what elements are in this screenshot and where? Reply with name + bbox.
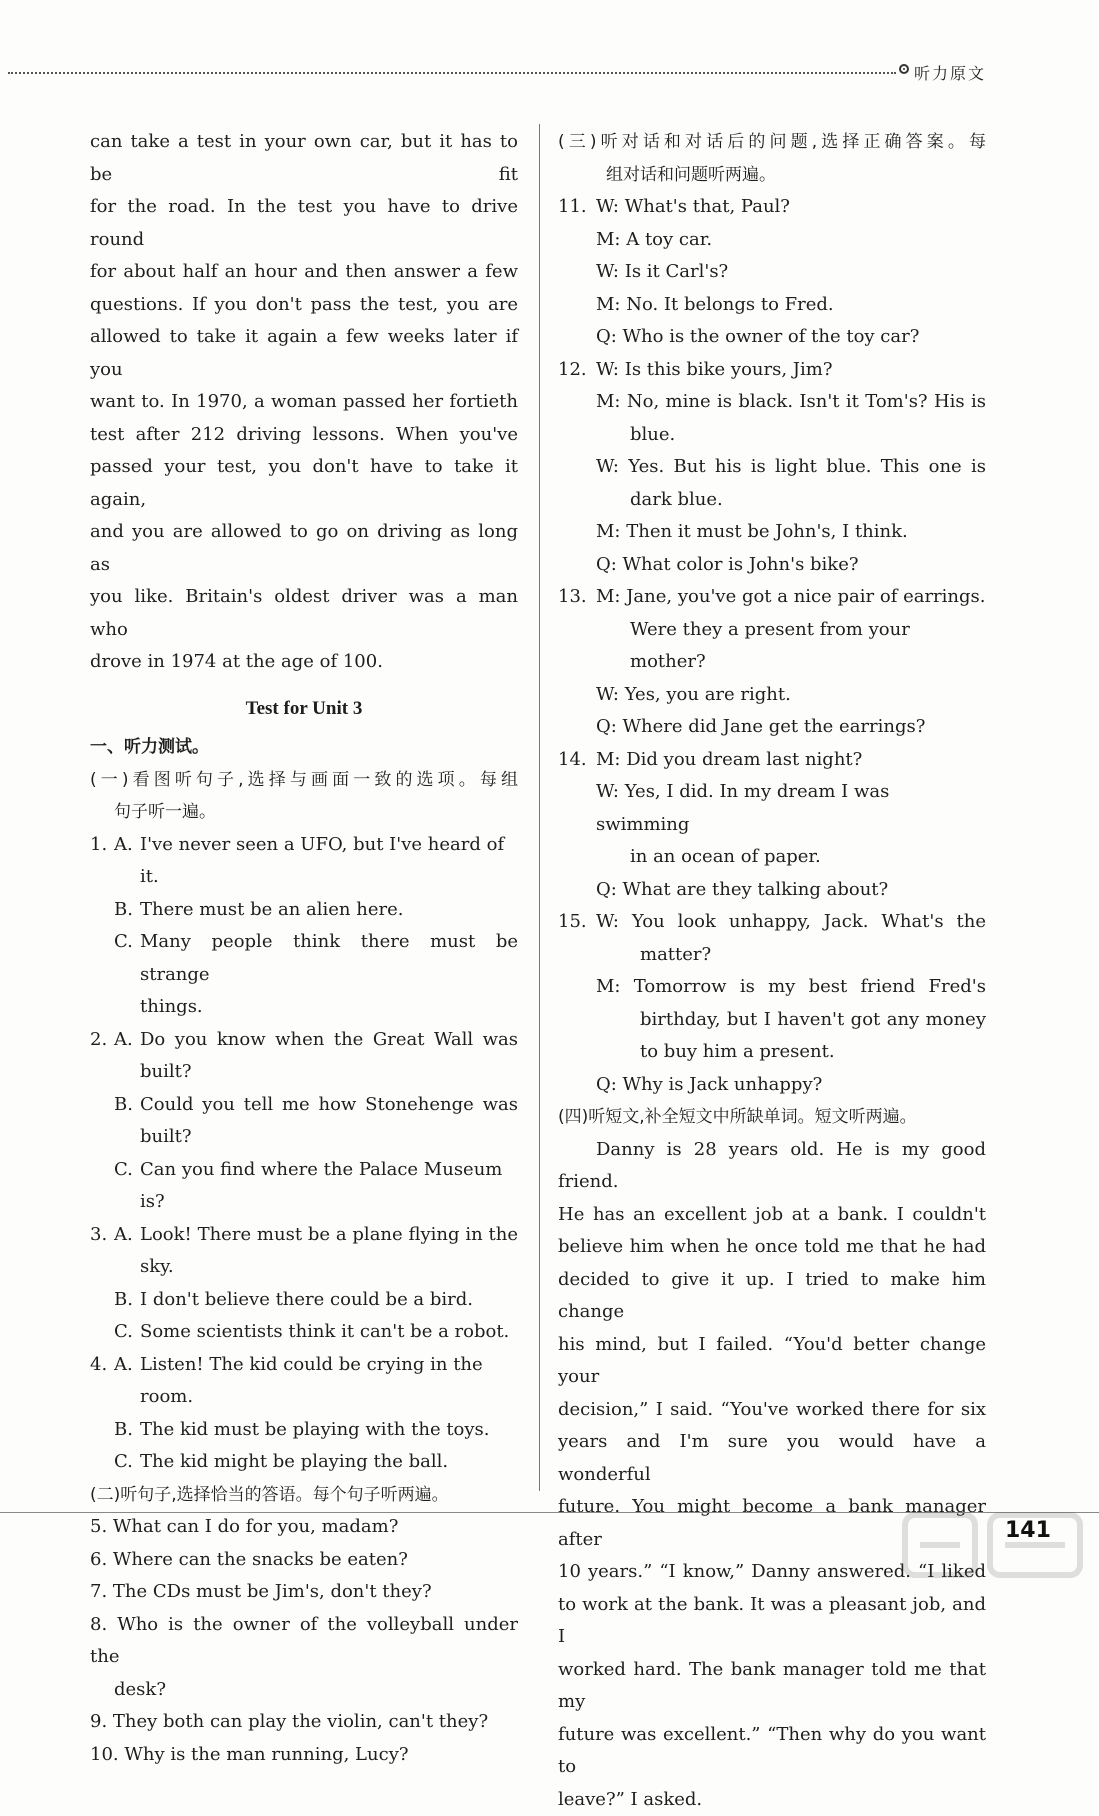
part1-instruction: 句子听一遍。 (90, 796, 518, 829)
part3-instruction: 组对话和问题听两遍。 (558, 159, 986, 192)
question-6: 6. Where can the snacks be eaten? (90, 1544, 518, 1577)
passage-line: for the road. In the test you have to drive round (90, 191, 518, 256)
story-line: believe him when he once told me that he had (558, 1231, 986, 1264)
watermark-logo-icon (895, 1505, 1095, 1595)
right-column: (三)听对话和对话后的问题,选择正确答案。每 组对话和问题听两遍。 11. W: What's that, Paul? M: A toy car. W: Is it Carl's? M: No. It belongs to Fred. Q: Who is the owner of the toy car? 12. W: Is this bike yours, Jim? M: No, mine is black. Isn't it Tom's? His is blue. W: Yes. But his is light blue. This one is dark blue. M: Then it must be John's, I think. Q: What color is John's bike? 13. M: Jane, you've got a nice pair of earrings. Were they a present from your mother? W: Yes, you are right. Q: Where did Jane get the earrings? 14. M: Did you dream last night? W: Yes, I did. In my dream I was swimming in an ocean of paper. Q: What are they talking about? 15. W: You look unhappy, Jack. What's the matter? M: Tomorrow is my best friend Fred's birthday, but I haven't got any money to buy him a present. Q: Why is Jack unhappy? (四)听短文,补全短文中所缺单词。短文听两遍。 Danny is 28 years old. He is my good friend. He has an excellent job at a bank. I couldn't believe him when he once told me that he had decided to give it up. I tried to make him change his mind, but I failed. “You'd better change your decision,” I said. “You've worked there for six years and I'm sure you would have a wonderful future. You might become a bank manager after 10 years.” “I know,” Danny answered. “I liked to work at the bank. It was a pleasant job, and I worked hard. The bank manager told me that my future was excellent.” “Then why do you want to leave?” I asked. (558, 126, 986, 1816)
story-line: decision,” I said. “You've worked there for six (558, 1394, 986, 1427)
story-line: his mind, but I failed. “You'd better change your (558, 1329, 986, 1394)
question-number: 1. (90, 829, 114, 894)
story-line: decided to give it up. I tried to make him change (558, 1264, 986, 1329)
part4-instruction: (四)听短文,补全短文中所缺单词。短文听两遍。 (558, 1101, 986, 1134)
question-3-option-c: C. Some scientists think it can't be a robot. (90, 1316, 518, 1349)
question-5: 5. What can I do for you, madam? (90, 1511, 518, 1544)
passage-line: and you are allowed to go on driving as long as (90, 516, 518, 581)
story-line: He has an excellent job at a bank. I couldn't (558, 1199, 986, 1232)
story-line: worked hard. The bank manager told me that my (558, 1654, 986, 1719)
question-1-option-c: C. Many people think there must be strange things. (90, 926, 518, 1024)
part1-instruction: (一)看图听句子,选择与画面一致的选项。每组 (90, 764, 518, 797)
story-line: leave?” I asked. (558, 1784, 986, 1816)
part3-instruction: (三)听对话和对话后的问题,选择正确答案。每 (558, 126, 986, 159)
passage-line: test after 212 driving lessons. When you've (90, 419, 518, 452)
question-1-option-a: 1. A. I've never seen a UFO, but I've heard of it. (90, 829, 518, 894)
passage-line: questions. If you don't pass the test, you are (90, 289, 518, 322)
question-8: 8. Who is the owner of the volleyball under the (90, 1609, 518, 1674)
question-4-option-c: C. The kid might be playing the ball. (90, 1446, 518, 1479)
story-line: future was excellent.” “Then why do you want to (558, 1719, 986, 1784)
dialogue-12: 12. W: Is this bike yours, Jim? (558, 354, 986, 387)
story-line: years and I'm sure you would have a wonderful (558, 1426, 986, 1491)
left-column (90, 126, 518, 1771)
page-number: 141 (1005, 1518, 1051, 1543)
dialogue-15: 15. W: You look unhappy, Jack. What's the (558, 906, 986, 939)
header-bullet-icon (899, 64, 909, 74)
passage-line: for about half an hour and then answer a few (90, 256, 518, 289)
question-8-cont: desk? (90, 1674, 518, 1707)
passage-line: you like. Britain's oldest driver was a man who (90, 581, 518, 646)
question-4-option-b: B. The kid must be playing with the toys. (90, 1414, 518, 1447)
question-7: 7. The CDs must be Jim's, don't they? (90, 1576, 518, 1609)
dialogue-13: 13. M: Jane, you've got a nice pair of earrings. (558, 581, 986, 614)
question-4-option-a: 4. A. Listen! The kid could be crying in the room. (90, 1349, 518, 1414)
dialogue-11: 11. W: What's that, Paul? (558, 191, 986, 224)
question-number: 11. (558, 191, 596, 224)
question-2-option-c: C. Can you find where the Palace Museum is? (90, 1154, 518, 1219)
story-line: 10 years.” “I know,” Danny answered. “I liked (558, 1556, 986, 1589)
passage-line: passed your test, you don't have to take it again, (90, 451, 518, 516)
question-2-option-a: 2. A. Do you know when the Great Wall was built? (90, 1024, 518, 1089)
header-title: 听力原文 (914, 61, 986, 84)
story-line: to work at the bank. It was a pleasant job, and I (558, 1589, 986, 1654)
passage-line: allowed to take it again a few weeks later if you (90, 321, 518, 386)
column-divider (539, 124, 540, 1491)
question-1-option-b: B. There must be an alien here. (90, 894, 518, 927)
question-3-option-b: B. I don't believe there could be a bird. (90, 1284, 518, 1317)
question-3-option-a: 3. A. Look! There must be a plane flying in the sky. (90, 1219, 518, 1284)
passage-line: can take a test in your own car, but it has to be fit (90, 126, 518, 191)
section-heading: 一、听力测试。 (90, 731, 518, 764)
header-dotted-rule (8, 72, 896, 74)
part2-instruction: (二)听句子,选择恰当的答语。每个句子听两遍。 (90, 1479, 518, 1512)
passage-line: want to. In 1970, a woman passed her fortieth (90, 386, 518, 419)
question-10: 10. Why is the man running, Lucy? (90, 1739, 518, 1772)
dialogue-14: 14. M: Did you dream last night? (558, 744, 986, 777)
story-line: Danny is 28 years old. He is my good friend. (558, 1134, 986, 1199)
story-line: future. You might become a bank manager after (558, 1491, 986, 1556)
question-2-option-b: B. Could you tell me how Stonehenge was built? (90, 1089, 518, 1154)
unit-title: Test for Unit 3 (90, 693, 518, 726)
passage-line: drove in 1974 at the age of 100. (90, 646, 518, 679)
question-9: 9. They both can play the violin, can't they? (90, 1706, 518, 1739)
